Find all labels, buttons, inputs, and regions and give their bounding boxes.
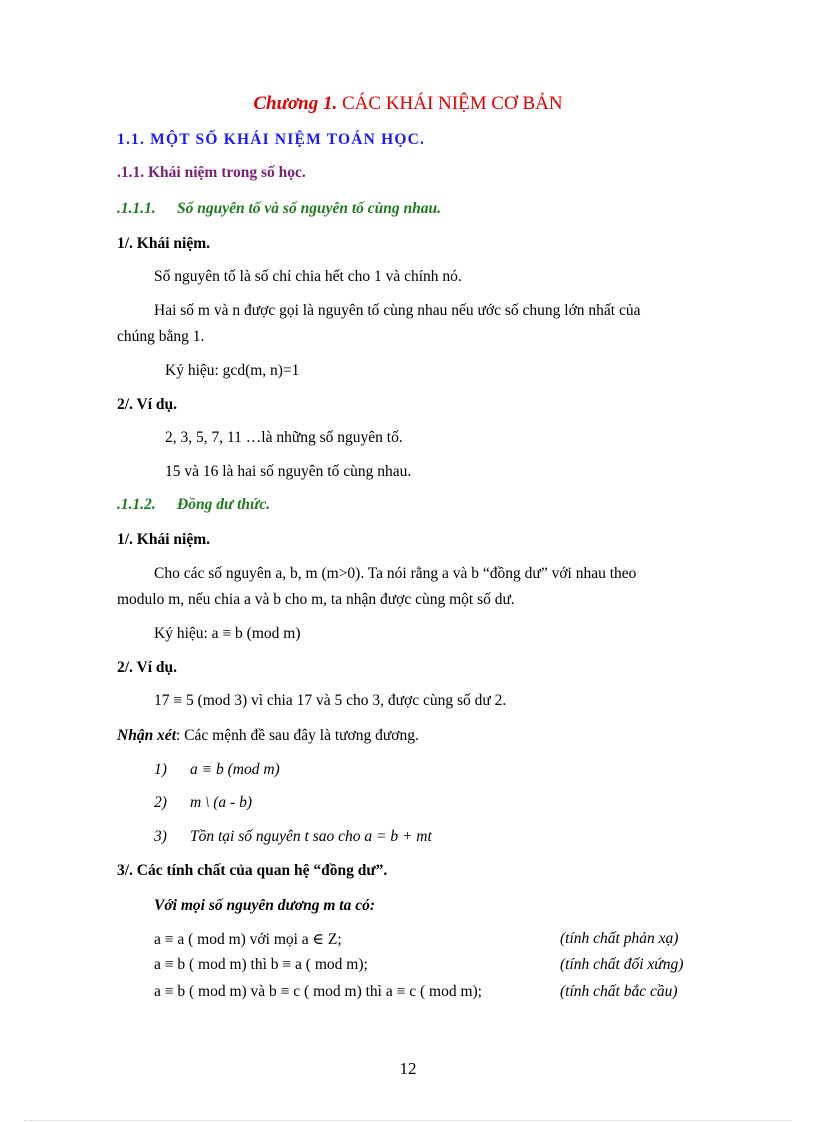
block4-example: 17 ≡ 5 (mod 3) vì chia 17 và 5 cho 3, được cùng số dư 2. — [154, 692, 507, 709]
block1-notation: Ký hiệu: gcd(m, n)=1 — [165, 362, 300, 379]
equivalence-item-1: 1) a ≡ b (mod m) — [154, 761, 280, 778]
property-transitive: a ≡ b ( mod m) và b ≡ c ( mod m) thì a ≡ c ( mod m); — [154, 983, 482, 1000]
chapter-prefix: Chương 1. — [253, 93, 338, 114]
remark — [117, 727, 419, 745]
block3-paragraph-line-1: Cho các số nguyên a, b, m (m>0). Ta nói rằng a và b “đồng dư” với nhau theo — [154, 565, 637, 582]
page-bottom-divider — [24, 1120, 792, 1121]
page-number: 12 — [399, 1059, 417, 1078]
block3-notation: Ký hiệu: a ≡ b (mod m) — [154, 625, 301, 642]
block1-paragraph-2-line-1: Hai số m và n được gọi là nguyên tố cùng nhau nếu ước số chung lớn nhất của — [154, 302, 641, 319]
property-reflexive-label: (tính chất phản xạ) — [560, 930, 679, 947]
equivalence-item-3: 3) Tồn tại số nguyên t sao cho a = b + mt — [154, 828, 432, 845]
property-reflexive: a ≡ a ( mod m) với mọi a ∈ Z; — [154, 931, 342, 948]
subsection-number: .1.1.1. — [117, 200, 156, 217]
subsection-1-1-1-2-heading — [117, 496, 270, 514]
block1-paragraph-2-line-2: chúng bằng 1. — [117, 328, 205, 345]
section-1-1-1-heading: .1.1. Khái niệm trong số học. — [117, 164, 306, 181]
equivalence-item-2: 2) m \ (a - b) — [154, 794, 252, 811]
block2-example-2: 15 và 16 là hai số nguyên tố cùng nhau. — [165, 463, 412, 480]
remark-text: : Các mệnh đề sau đây là tương đương. — [176, 727, 419, 744]
property-symmetric-label: (tính chất đối xứng) — [560, 956, 684, 973]
block5-heading: 3/. Các tính chất của quan hệ “đồng dư”. — [117, 862, 388, 879]
block4-heading: 2/. Ví dụ. — [117, 659, 178, 676]
block2-heading: 2/. Ví dụ. — [117, 396, 178, 413]
subsection-1-1-1-1-heading — [117, 200, 441, 218]
section-1-1-heading: 1.1. MỘT SỐ KHÁI NIỆM TOÁN HỌC. — [117, 131, 426, 148]
block1-heading: 1/. Khái niệm. — [117, 235, 211, 252]
block3-heading: 1/. Khái niệm. — [117, 531, 211, 548]
chapter-title — [0, 93, 816, 115]
block5-intro: Với mọi số nguyên dương m ta có: — [154, 897, 375, 914]
remark-label: Nhận xét — [117, 727, 176, 744]
block3-paragraph-line-2: modulo m, nếu chia a và b cho m, ta nhận được cùng một số dư. — [117, 591, 515, 608]
subsection-title: Đồng dư thức. — [177, 496, 271, 513]
property-symmetric: a ≡ b ( mod m) thì b ≡ a ( mod m); — [154, 956, 368, 973]
subsection-number: .1.1.2. — [117, 496, 156, 513]
subsection-title: Số nguyên tố và số nguyên tố cùng nhau. — [177, 200, 441, 217]
property-transitive-label: (tính chất bắc cầu) — [560, 983, 678, 1000]
block2-example-1: 2, 3, 5, 7, 11 …là những số nguyên tố. — [165, 429, 403, 446]
chapter-name: CÁC KHÁI NIỆM CƠ BẢN — [342, 93, 563, 114]
block1-paragraph-1: Số nguyên tố là số chỉ chia hết cho 1 và chính nó. — [154, 268, 462, 285]
